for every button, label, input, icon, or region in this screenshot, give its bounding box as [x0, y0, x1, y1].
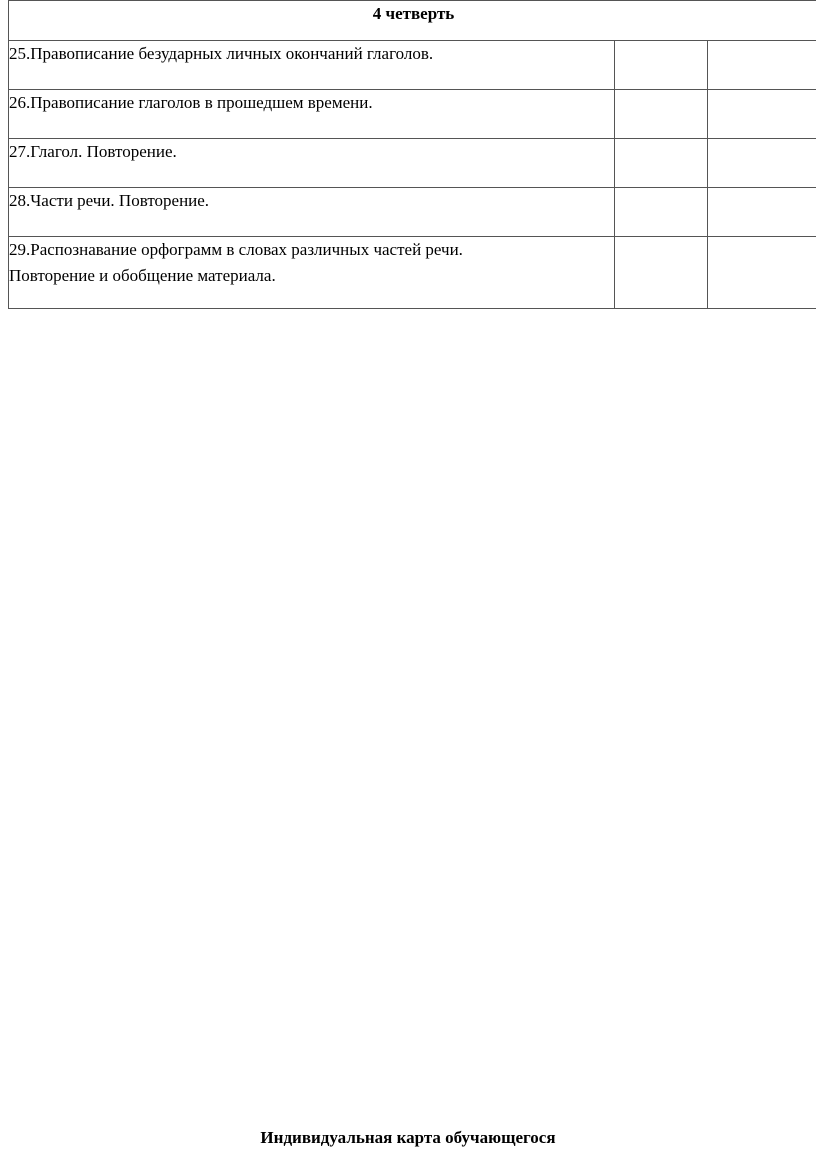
- table-header-row: [9, 1, 816, 41]
- mark-cell: [615, 90, 708, 139]
- mark-cell: [615, 41, 708, 90]
- mark-cell: [708, 139, 816, 188]
- topic-line: 29.Распознавание орфограмм в словах различных частей речи.: [9, 240, 463, 259]
- table-row: [9, 41, 816, 90]
- topic-cell: [9, 237, 615, 309]
- topic-cell: 27.Глагол. Повторение.: [9, 139, 615, 188]
- topic-cell: 28.Части речи. Повторение.: [9, 188, 615, 237]
- quarter-4-topics-table: [8, 0, 816, 309]
- topic-line: Повторение и обобщение материала.: [9, 266, 276, 285]
- section-title: Индивидуальная карта обучающегося: [260, 1128, 556, 1147]
- mark-cell: [615, 237, 708, 309]
- mark-cell: [615, 188, 708, 237]
- table-row: [9, 139, 816, 188]
- mark-cell: [708, 90, 816, 139]
- topic-cell: 25.Правописание безударных личных окончаний глаголов.: [9, 41, 615, 90]
- table-row: [9, 237, 816, 309]
- table-row: [9, 90, 816, 139]
- mark-cell: [708, 188, 816, 237]
- quarter-title: 4 четверть: [9, 1, 816, 41]
- mark-cell: [708, 237, 816, 309]
- mark-cell: [708, 41, 816, 90]
- mark-cell: [615, 139, 708, 188]
- table-row: [9, 188, 816, 237]
- topic-cell: 26.Правописание глаголов в прошедшем времени.: [9, 90, 615, 139]
